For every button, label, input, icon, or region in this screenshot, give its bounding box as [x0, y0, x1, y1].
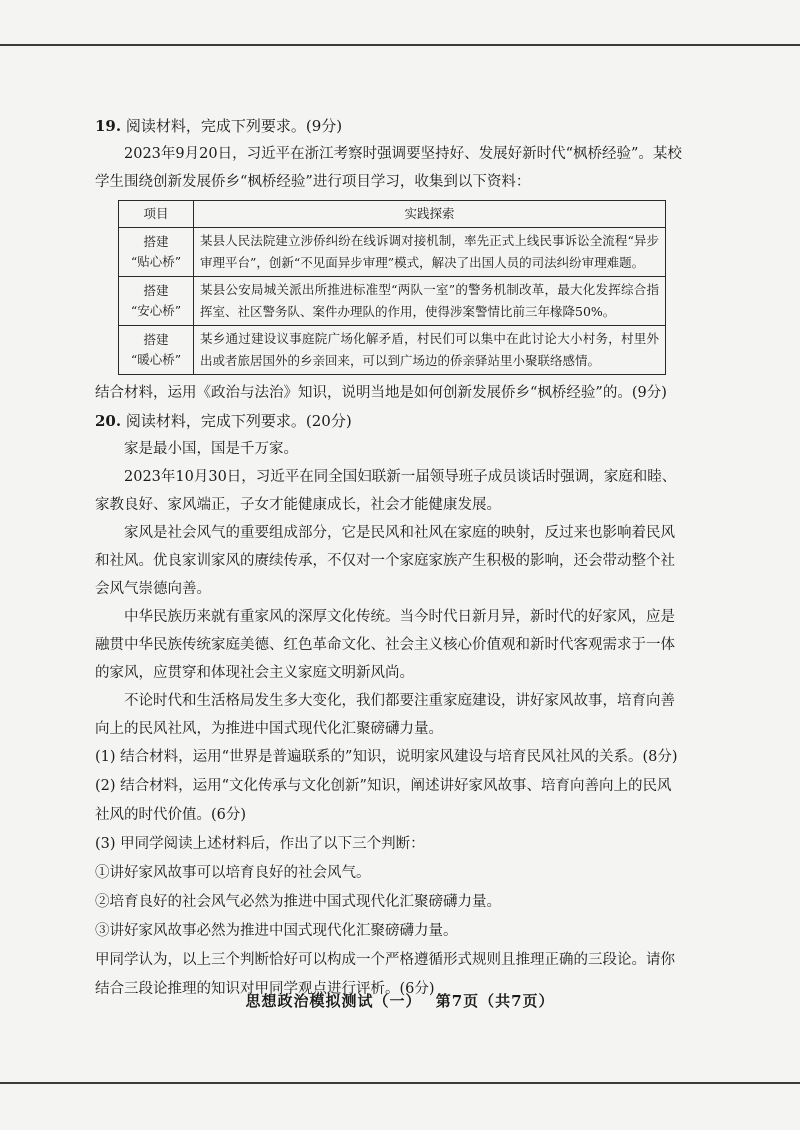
table-cell-item	[119, 228, 194, 277]
material-table	[118, 200, 666, 375]
judgment-1: ①讲好家风故事可以培育良好的社会风气。	[95, 865, 371, 881]
table-header-row	[119, 201, 666, 228]
judgment-2: ②培育良好的社会风气必然为推进中国式现代化汇聚磅礴力量。	[95, 894, 501, 910]
footer-exam-title: 思想政治模拟测试（一）	[245, 992, 422, 1010]
item-line-2: “安心桥”	[130, 303, 182, 318]
item-line-1: 搭建	[143, 234, 169, 249]
question-19-title: 阅读材料，完成下列要求。(9分)	[125, 117, 343, 135]
bottom-border-line	[0, 1082, 800, 1084]
question-19-heading	[95, 112, 685, 140]
material-paragraph: 2023年10月30日，习近平在同全国妇联新一届领导班子成员谈话时强调，家庭和睦、家教良好、家风端正，子女才能健康成长，社会才能健康发展。	[95, 469, 677, 513]
item-line-1: 搭建	[143, 332, 169, 347]
sub-question-3-closing: 甲同学认为，以上三个判断恰好可以构成一个严格遵循形式规则且推理正确的三段论。请你结合三段论推理的知识对甲同学观点进行评析。(6分)	[95, 952, 675, 997]
item-line-2: “贴心桥”	[130, 254, 182, 269]
material-paragraph: 家是最小国，国是千万家。	[124, 441, 298, 457]
question-20-heading	[95, 407, 685, 435]
table-row	[119, 277, 666, 326]
judgment-3: ③讲好家风故事必然为推进中国式现代化汇聚磅礴力量。	[95, 923, 458, 939]
material-paragraph: 中华民族历来就有重家风的深厚文化传统。当今时代日新月异，新时代的好家风，应是融贯中华民族传统家庭美德、红色革命文化、社会主义核心价值观和新时代客观需求于一体的家风，应贯穿和体现社会主义家庭文明新风尚。	[95, 609, 675, 681]
table-row	[119, 326, 666, 375]
question-19-number: 19.	[95, 117, 122, 135]
item-line-2: “暖心桥”	[130, 352, 182, 367]
table-cell-item	[119, 326, 194, 375]
table-header-practice: 实践探索	[194, 201, 666, 228]
material-paragraph: 不论时代和生活格局发生多大变化，我们都要注重家庭建设，讲好家风故事，培育向善向上的民风社风，为推进中国式现代化汇聚磅礴力量。	[95, 693, 675, 737]
table-cell-item	[119, 277, 194, 326]
material-paragraph: 家风是社会风气的重要组成部分，它是民风和社风在家庭的映射，反过来也影响着民风和社风。优良家训家风的赓续传承，不仅对一个家庭家族产生积极的影响，还会带动整个社会风气崇德向善。	[95, 525, 675, 597]
table-cell-description: 某县公安局城关派出所推进标准型“两队一室”的警务机制改革，最大化发挥综合指挥室、社区警务队、案件办理队的作用，使得涉案警情比前三年椽降50%。	[194, 277, 666, 326]
table-row	[119, 228, 666, 277]
sub-question-1: (1) 结合材料，运用“世界是普遍联系的”知识，说明家风建设与培育民风社风的关系。(8分)	[95, 749, 678, 765]
question-19-intro: 2023年9月20日，习近平在浙江考察时强调要坚持好、发展好新时代“枫桥经验”。某校学生围绕创新发展侨乡“枫桥经验”进行项目学习，收集到以下资料：	[95, 146, 682, 190]
page-content	[95, 112, 685, 1004]
top-border-line	[0, 44, 800, 46]
sub-question-2: (2) 结合材料，运用“文化传承与文化创新”知识，阐述讲好家风故事、培育向善向上的民风社风的时代价值。(6分)	[95, 778, 672, 823]
question-20-title: 阅读材料，完成下列要求。(20分)	[125, 412, 352, 430]
question-19-prompt: 结合材料，运用《政治与法治》知识，说明当地是如何创新发展侨乡“枫桥经验”的。(9分)	[95, 385, 667, 401]
item-line-1: 搭建	[143, 283, 169, 298]
question-20-number: 20.	[95, 412, 122, 430]
table-cell-description: 某县人民法院建立涉侨纠纷在线诉调对接机制，率先正式上线民事诉讼全流程“异步审理平台”，创新“不见面异步审理”模式，解决了出国人员的司法纠纷审理难题。	[194, 228, 666, 277]
sub-question-3: (3) 甲同学阅读上述材料后，作出了以下三个判断：	[95, 836, 425, 852]
page-footer	[0, 990, 800, 1011]
footer-page-number: 第7页（共7页）	[435, 992, 555, 1010]
table-header-item: 项目	[119, 201, 194, 228]
table-cell-description: 某乡通过建设议事庭院广场化解矛盾，村民们可以集中在此讨论大小村务，村里外出或者旅居国外的乡亲回来，可以到广场边的侨亲驿站里小聚联络感情。	[194, 326, 666, 375]
